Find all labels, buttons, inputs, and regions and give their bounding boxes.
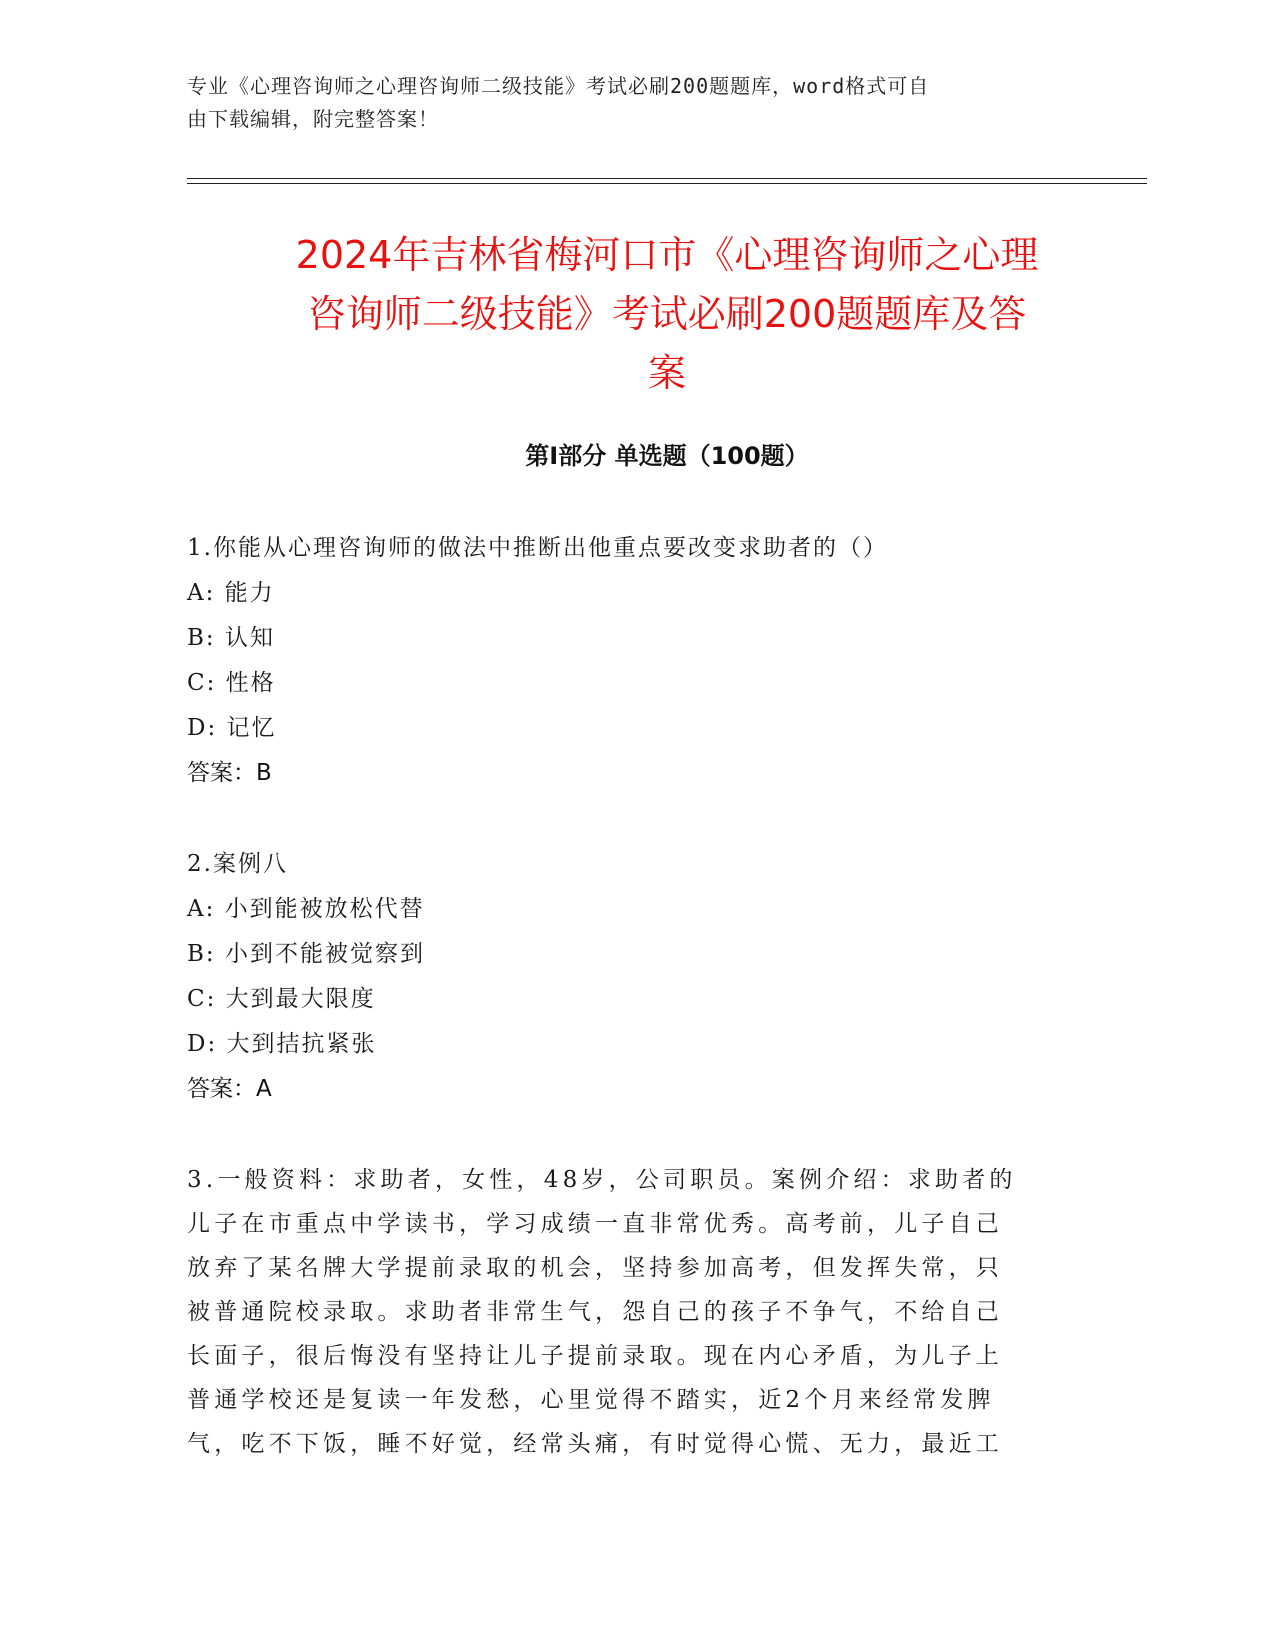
header-divider-thick: [187, 178, 1147, 179]
question-1-option-a: A: 能力: [187, 580, 275, 606]
question-2-option-b: B: 小到不能被觉察到: [187, 941, 425, 967]
question-2-text: 2.案例八: [187, 851, 288, 877]
question-2-option-a: A: 小到能被放松代替: [187, 896, 425, 922]
title-line-3: 案: [647, 351, 686, 395]
question-3-line-7: 气，吃不下饭，睡不好觉，经常头痛，有时觉得心慌、无力，最近工: [187, 1431, 1003, 1457]
question-2-option-c: C: 大到最大限度: [187, 986, 376, 1012]
question-1-answer: 答案：B: [187, 760, 272, 786]
header-note-line-2: 由下载编辑，附完整答案！: [187, 107, 439, 131]
question-3-line-4: 被普通院校录取。求助者非常生气，怨自己的孩子不争气，不给自己: [187, 1299, 1003, 1325]
question-2-answer: 答案：A: [187, 1076, 272, 1102]
header-divider-thin: [187, 183, 1147, 184]
question-list: [187, 526, 1147, 1512]
question-3-line-6: 普通学校还是复读一年发愁，心里觉得不踏实，近2个月来经常发脾: [187, 1387, 995, 1413]
question-2: [187, 842, 1147, 1112]
question-1-text: 1.你能从心理咨询师的做法中推断出他重点要改变求助者的（）: [187, 535, 888, 561]
question-1-option-b: B: 认知: [187, 625, 275, 651]
document-page: [187, 70, 1147, 1457]
question-3: [187, 1158, 1147, 1466]
question-3-line-3: 放弃了某名牌大学提前录取的机会，坚持参加高考，但发挥失常，只: [187, 1255, 1003, 1281]
question-1-option-d: D: 记忆: [187, 715, 277, 741]
title-line-2: 咨询师二级技能》考试必刷200题题库及答: [307, 292, 1027, 336]
question-2-option-d: D: 大到拮抗紧张: [187, 1031, 377, 1057]
title-line-1: 2024年吉林省梅河口市《心理咨询师之心理: [295, 233, 1039, 277]
question-1: [187, 526, 1147, 796]
question-1-option-c: C: 性格: [187, 670, 276, 696]
question-3-line-1: 3.一般资料：求助者，女性，48岁，公司职员。案例介绍：求助者的: [187, 1167, 1017, 1193]
question-3-line-5: 长面子，很后悔没有坚持让儿子提前录取。现在内心矛盾，为儿子上: [187, 1343, 1003, 1369]
section-heading: 第I部分 单选题（100题）: [525, 442, 809, 470]
document-title: [187, 226, 1147, 403]
header-note: [187, 70, 1147, 136]
question-3-line-2: 儿子在市重点中学读书，学习成绩一直非常优秀。高考前，儿子自己: [187, 1211, 1003, 1237]
header-note-line-1: 专业《心理咨询师之心理咨询师二级技能》考试必刷200题题库，word格式可自: [187, 74, 930, 98]
